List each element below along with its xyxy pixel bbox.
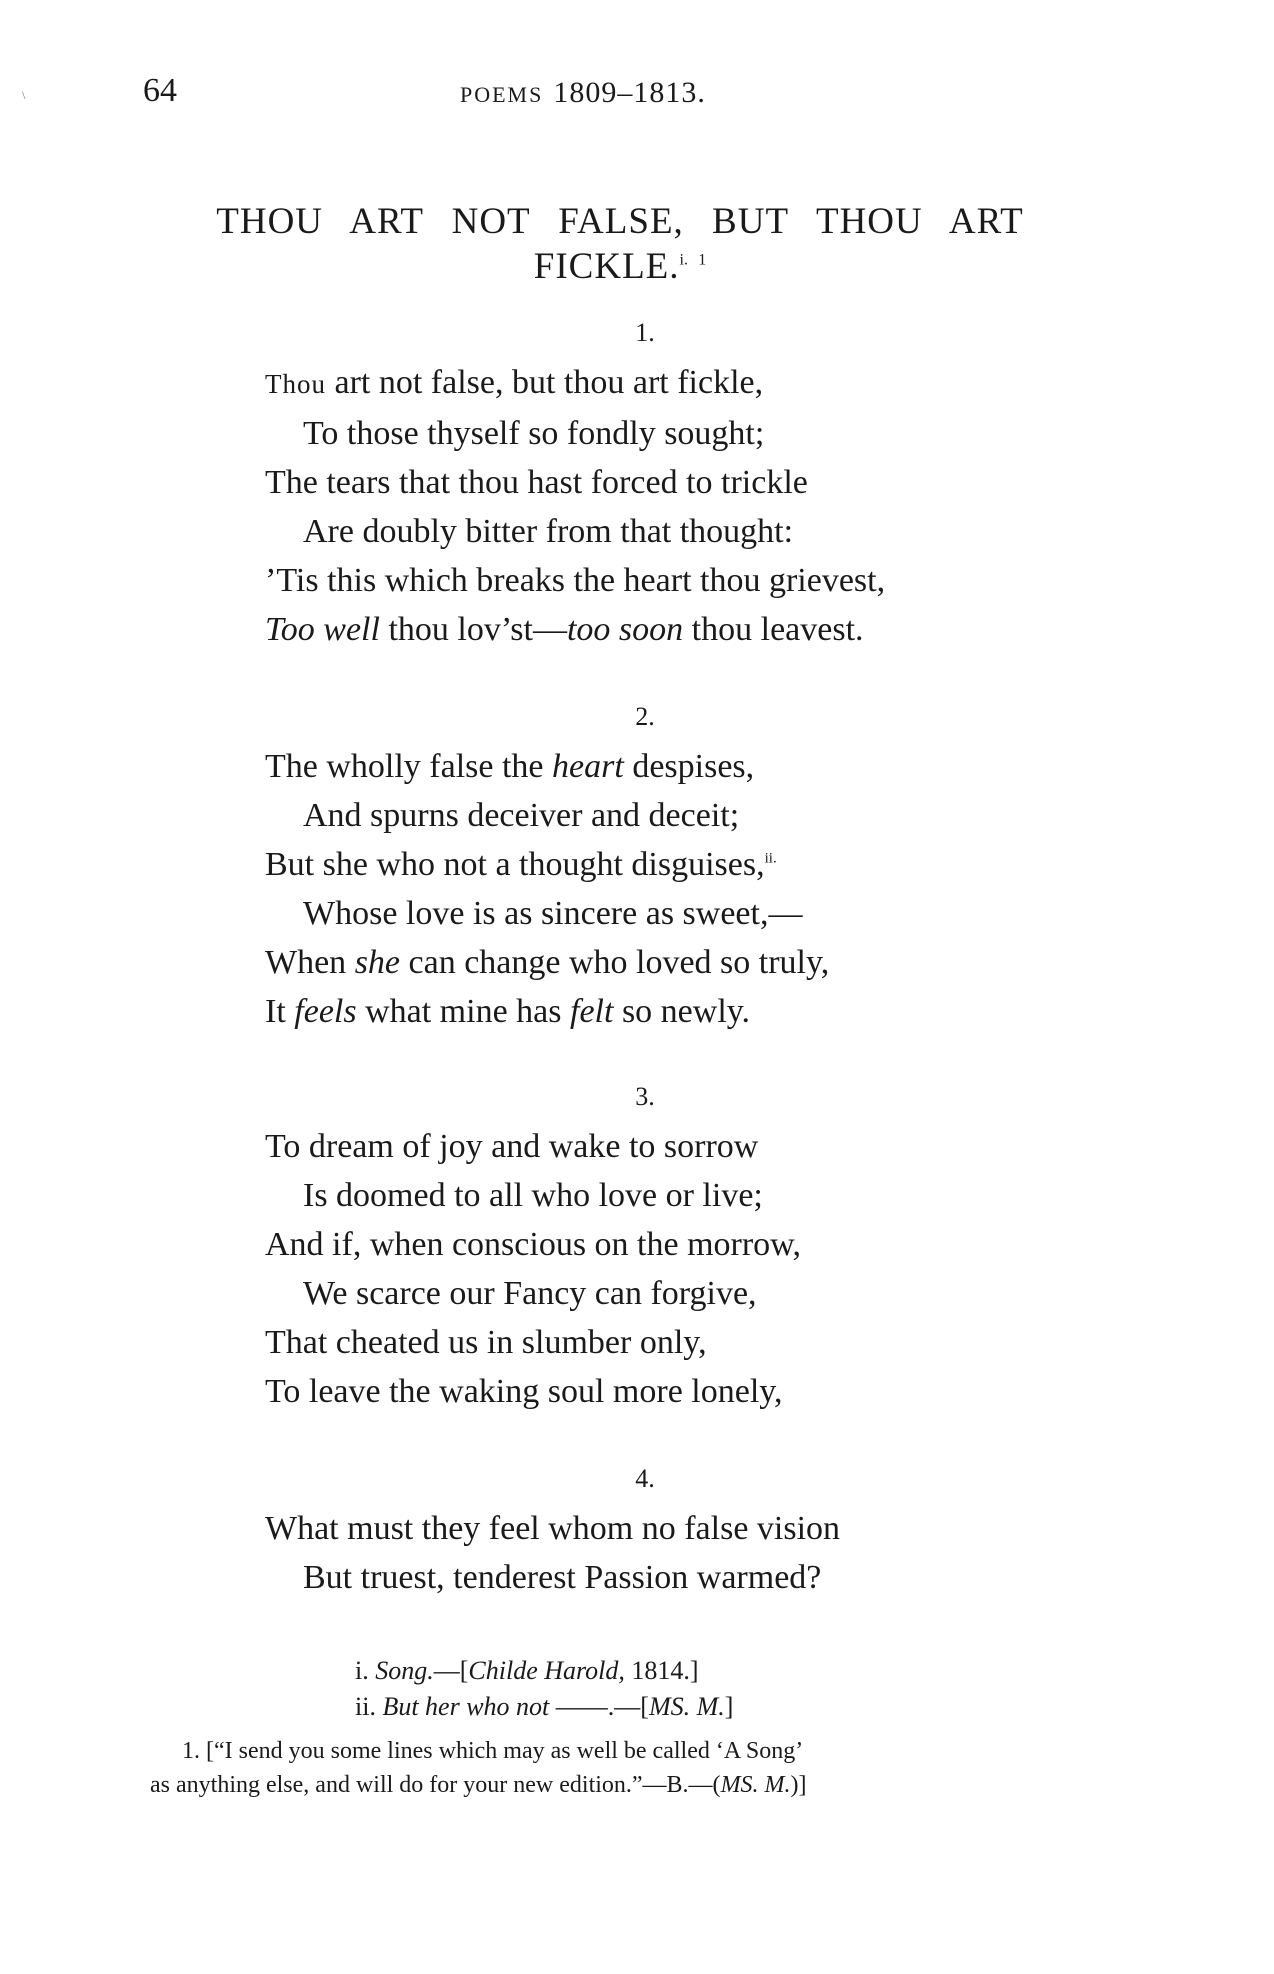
title-note-marker: 1 [698, 251, 707, 269]
stanza-1-line-5: ’Tis this which breaks the heart thou grievest, [265, 562, 886, 599]
stanza-4-line-1: What must they feel whom no false vision [265, 1510, 841, 1547]
variant-text: ] [724, 1692, 734, 1721]
page-header [0, 72, 1274, 122]
stanza-2-line-5-post: can change who loved so truly, [400, 944, 830, 981]
stanza-2-line-1-pre: The wholly false the [265, 748, 553, 785]
stanza-2-line-2: And spurns deceiver and deceit; [303, 797, 740, 834]
editor-footnote-line-2 [150, 1768, 1100, 1802]
stanza-2-line-6-pre: It [265, 993, 295, 1030]
running-head-years: 1809–1813. [553, 76, 706, 109]
running-head [460, 76, 706, 110]
stanza-4-line-2: But truest, tenderest Passion warmed? [303, 1559, 822, 1596]
italic-emphasis: felt [570, 993, 614, 1030]
variant-marker: ii. [355, 1692, 376, 1721]
stanza-1-line-1-text: art not false, but thou art fickle, [326, 364, 764, 401]
scan-stray-mark: \ [22, 88, 26, 102]
stanza-1-line-2: To those thyself so fondly sought; [303, 415, 765, 452]
variant-italic: Childe Harold, [468, 1656, 625, 1685]
stanza-3 [265, 1122, 1145, 1416]
editor-footnote-text: )] [790, 1772, 807, 1798]
line-variant-marker: ii. [764, 850, 777, 867]
stanza-3-line-5: That cheated us in slumber only, [265, 1324, 707, 1361]
stanza-2-line-4: Whose love is as sincere as sweet,— [303, 895, 803, 932]
variant-marker: i. [355, 1656, 369, 1685]
stanza-2-line-5 [265, 938, 1145, 987]
italic-emphasis: she [354, 944, 401, 981]
italic-emphasis: feels [294, 993, 357, 1030]
poem-title-line-2-text: FICKLE. [533, 246, 680, 287]
page-number: 64 [143, 72, 177, 109]
italic-emphasis: too soon [566, 611, 684, 648]
stanza-3-line-4: We scarce our Fancy can forgive, [303, 1275, 757, 1312]
editor-footnote-italic: MS. M. [720, 1772, 791, 1798]
running-head-title: POEMS [460, 82, 544, 107]
variant-italic: But her who not [382, 1692, 550, 1721]
stanza-3-line-3: And if, when conscious on the morrow, [265, 1226, 802, 1263]
variant-italic: Song. [375, 1656, 434, 1685]
stanza-2 [265, 742, 1145, 1036]
stanza-1-line-6-mid: thou lov’st— [379, 611, 567, 648]
poem-title-line-2 [160, 245, 1080, 288]
stanza-number-3: 3. [635, 1082, 655, 1111]
stanza-number-1: 1. [635, 318, 655, 347]
poem-title-line-1: THOU ART NOT FALSE, BUT THOU ART [216, 201, 1024, 242]
variant-text: —[ [433, 1656, 469, 1685]
stanza-2-line-1-post: despises, [623, 748, 755, 785]
stanza-number-4: 4. [635, 1464, 655, 1493]
variant-text: 1814.] [624, 1656, 699, 1685]
stanza-3-line-2: Is doomed to all who love or live; [303, 1177, 763, 1214]
editor-footnote-text: as anything else, and will do for your new edition.”—B.—( [150, 1772, 721, 1798]
variant-text: ——.—[ [549, 1692, 649, 1721]
stanza-2-line-3-text: But she who not a thought disguises, [265, 846, 765, 883]
editor-footnote-line-1: 1. [“I send you some lines which may as well be called ‘A Song’ [182, 1738, 804, 1764]
stanza-2-line-6 [265, 987, 1145, 1036]
stanza-4 [265, 1504, 1145, 1602]
stanza-1-line-4: Are doubly bitter from that thought: [303, 513, 794, 550]
stanza-2-line-3 [265, 840, 1145, 889]
stanza-2-line-6-end: so newly. [613, 993, 751, 1030]
poem-title [160, 200, 1080, 288]
variant-note-i [355, 1656, 699, 1686]
variant-italic: MS. M. [648, 1692, 725, 1721]
stanza-1 [265, 358, 1145, 654]
stanza-3-line-1: To dream of joy and wake to sorrow [265, 1128, 759, 1165]
stanza-1-line-6 [265, 605, 1145, 654]
editor-footnote-1 [150, 1734, 1100, 1802]
stanza-number-2: 2. [635, 702, 655, 731]
small-caps-opening-word: Thou [265, 369, 326, 399]
stanza-1-line-1 [265, 358, 1145, 409]
stanza-1-line-6-end: thou leavest. [683, 611, 864, 648]
stanza-1-line-3: The tears that thou hast forced to trickle [265, 464, 808, 501]
stanza-2-line-6-mid: what mine has [356, 993, 570, 1030]
stanza-2-line-1 [265, 742, 1145, 791]
italic-emphasis: heart [552, 748, 624, 785]
stanza-3-line-6: To leave the waking soul more lonely, [265, 1373, 783, 1410]
stanza-2-line-5-pre: When [265, 944, 355, 981]
title-variant-marker: i. [679, 251, 688, 269]
italic-emphasis: Too well [265, 611, 380, 648]
variant-note-ii [355, 1692, 733, 1722]
